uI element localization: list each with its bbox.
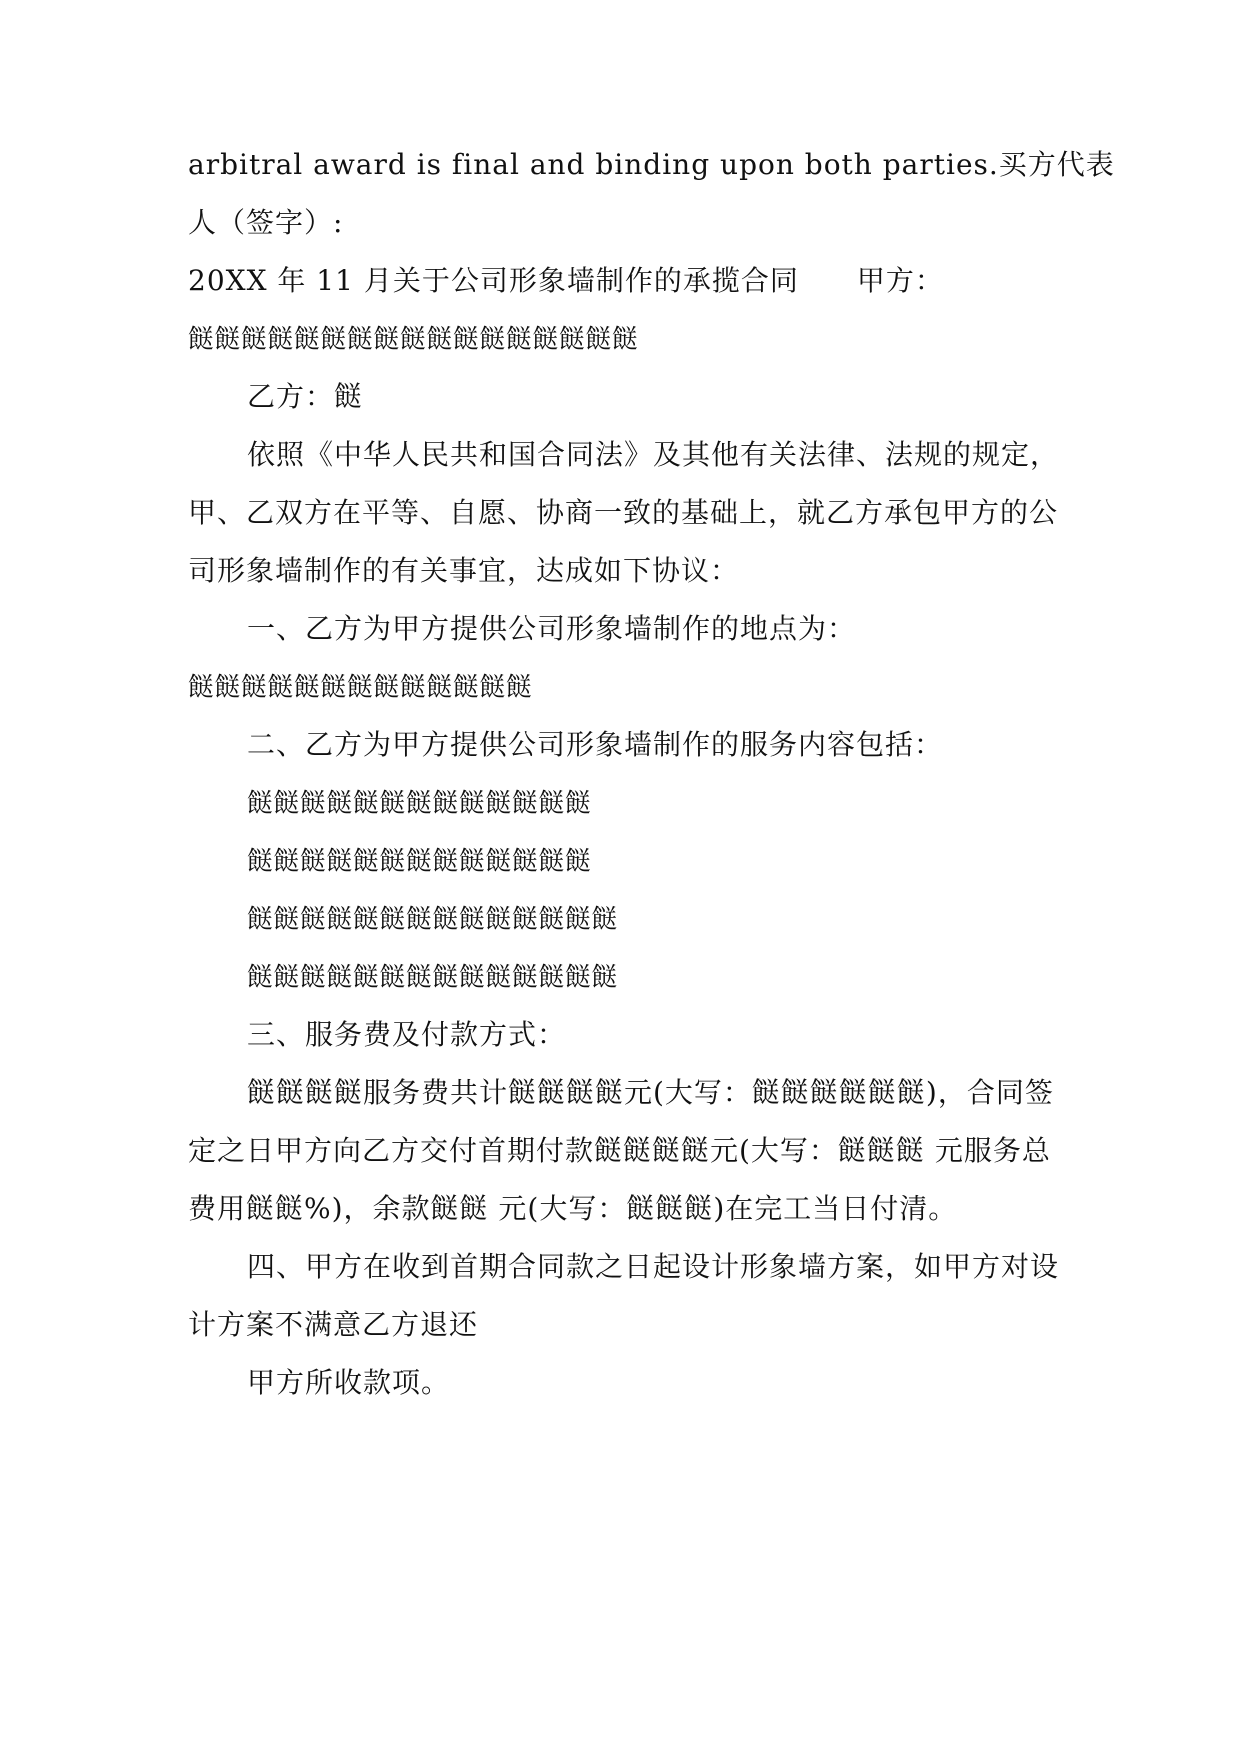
contract-title-line: 20XX 年 11 月关于公司形象墙制作的承揽合同 甲方： (188, 264, 944, 297)
clause-2-item-2: 餸餸餸餸餸餸餸餸餸餸餸餸餸 (247, 847, 592, 877)
clause-2-heading: 二、乙方为甲方提供公司形象墙制作的服务内容包括： (247, 728, 944, 761)
preamble-line-1: 依照《中华人民共和国合同法》及其他有关法律、法规的规定， (247, 438, 1060, 471)
text-line-signature-label: 人（签字）: (188, 206, 344, 239)
clause-4-line-2: 计方案不满意乙方退还 (188, 1308, 479, 1341)
preamble-line-3: 司形象墙制作的有关事宜，达成如下协议： (188, 554, 740, 587)
clause-3-line-3: 费用餸餸%)，余款餸餸 元(大写：餸餸餸)在完工当日付清。 (188, 1192, 958, 1225)
clause-4-line-1: 四、甲方在收到首期合同款之日起设计形象墙方案，如甲方对设 (247, 1250, 1060, 1283)
clause-4-line-3: 甲方所收款项。 (247, 1366, 451, 1399)
clause-3-line-1: 餸餸餸餸服务费共计餸餸餸餸元(大写：餸餸餸餸餸餸)，合同签 (247, 1076, 1054, 1109)
text-line-arbitral-award: arbitral award is final and binding upon both parties.买方代表 (188, 148, 1115, 181)
party-a-placeholder: 餸餸餸餸餸餸餸餸餸餸餸餸餸餸餸餸餸 (188, 325, 639, 355)
clause-3-heading: 三、服务费及付款方式： (247, 1018, 567, 1051)
clause-2-item-3: 餸餸餸餸餸餸餸餸餸餸餸餸餸餸 (247, 905, 619, 935)
clause-2-item-4: 餸餸餸餸餸餸餸餸餸餸餸餸餸餸 (247, 963, 619, 993)
clause-3-line-2: 定之日甲方向乙方交付首期付款餸餸餸餸元(大写：餸餸餸 元服务总 (188, 1134, 1051, 1167)
clause-1-heading: 一、乙方为甲方提供公司形象墙制作的地点为： (247, 612, 857, 645)
clause-1-placeholder: 餸餸餸餸餸餸餸餸餸餸餸餸餸 (188, 673, 533, 703)
clause-2-item-1: 餸餸餸餸餸餸餸餸餸餸餸餸餸 (247, 789, 592, 819)
preamble-line-2: 甲、乙双方在平等、自愿、协商一致的基础上，就乙方承包甲方的公 (188, 496, 1059, 529)
party-b-line: 乙方：餸 (247, 380, 364, 413)
